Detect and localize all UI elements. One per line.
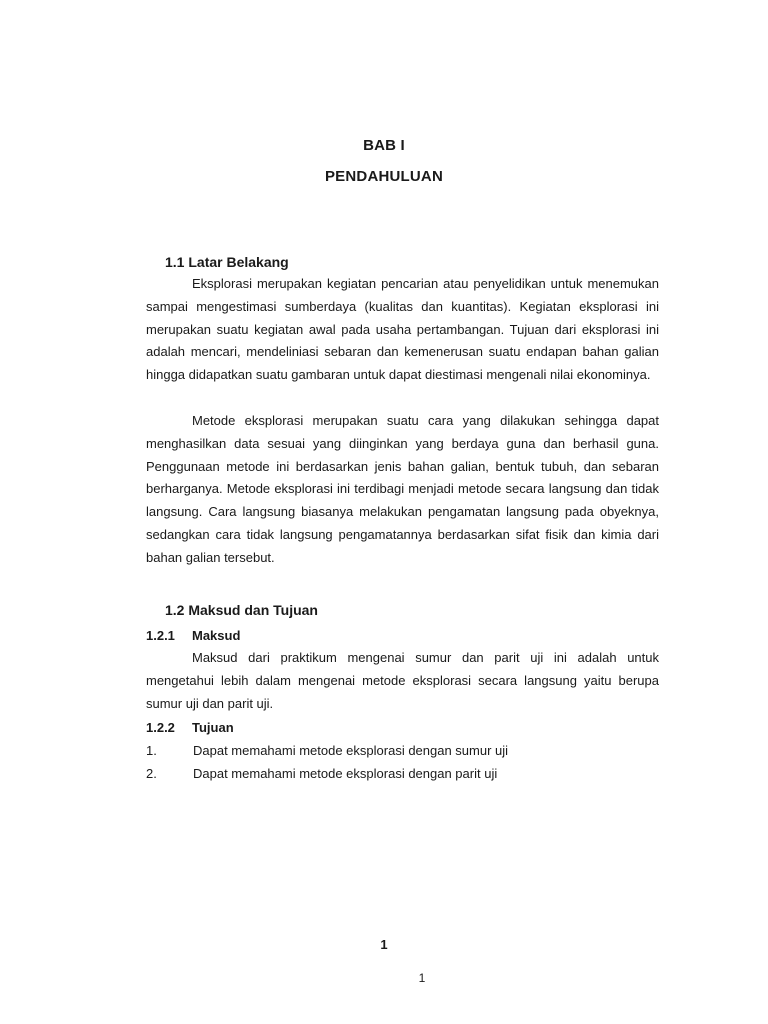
- subsection-label: Tujuan: [192, 720, 234, 735]
- list-item: [146, 743, 508, 758]
- section-heading-maksud-tujuan: 1.2 Maksud dan Tujuan: [165, 602, 318, 618]
- paragraph-latar-belakang-2: Metode eksplorasi merupakan suatu cara yang dilakukan sehingga dapat menghasilkan data sesuai yang diinginkan yang berdaya guna dan berhasil guna. Penggunaan metode ini berdasarkan jenis bahan galian, bentuk tubuh, dan sebaran berharganya. Metode eksplorasi ini terdibagi menjadi metode secara langsung dan tidak langsung. Cara langsung biasanya melakukan pengamatan langsung pada obyeknya, sedangkan cara tidak langsung pengamatannya berdasarkan sifat fisik dan kimia dari bahan galian tersebut.: [146, 413, 659, 565]
- chapter-number: BAB I: [363, 137, 405, 154]
- section-heading-latar-belakang: 1.1 Latar Belakang: [165, 254, 289, 270]
- subsection-number: 1.2.1: [146, 628, 175, 643]
- paragraph-maksud: Maksud dari praktikum mengenai sumur dan parit uji ini adalah untuk mengetahui lebih dalam mengenai metode eksplorasi secara langsung yaitu berupa sumur uji dan parit uji.: [146, 650, 659, 711]
- paragraph-latar-belakang-1: Eksplorasi merupakan kegiatan pencarian atau penyelidikan untuk menemukan sampai mengestimasi sumberdaya (kualitas dan kuantitas). Kegiatan eksplorasi ini merupakan suatu kegiatan awal pada usaha pertambangan. Tujuan dari eksplorasi ini adalah mencari, mendeliniasi sebaran dan kemenerusan suatu endapan bahan galian hingga didapatkan suatu gambaran untuk dapat diestimasi mengenali nilai ekonominya.: [146, 276, 659, 383]
- subsection-heading-tujuan: [146, 720, 234, 735]
- subsection-label: Maksud: [192, 628, 241, 643]
- subsection-number: 1.2.2: [146, 720, 175, 735]
- chapter-title: PENDAHULUAN: [324, 168, 444, 185]
- list-item-text: Dapat memahami metode eksplorasi dengan sumur uji: [193, 743, 509, 758]
- list-item: [146, 766, 497, 781]
- page-number: 1: [380, 937, 388, 952]
- list-item-number: 1.: [146, 743, 157, 758]
- list-item-text: Dapat memahami metode eksplorasi dengan parit uji: [193, 766, 498, 781]
- footer-page-number: 1: [418, 971, 426, 985]
- subsection-heading-maksud: [146, 628, 240, 643]
- list-item-number: 2.: [146, 766, 157, 781]
